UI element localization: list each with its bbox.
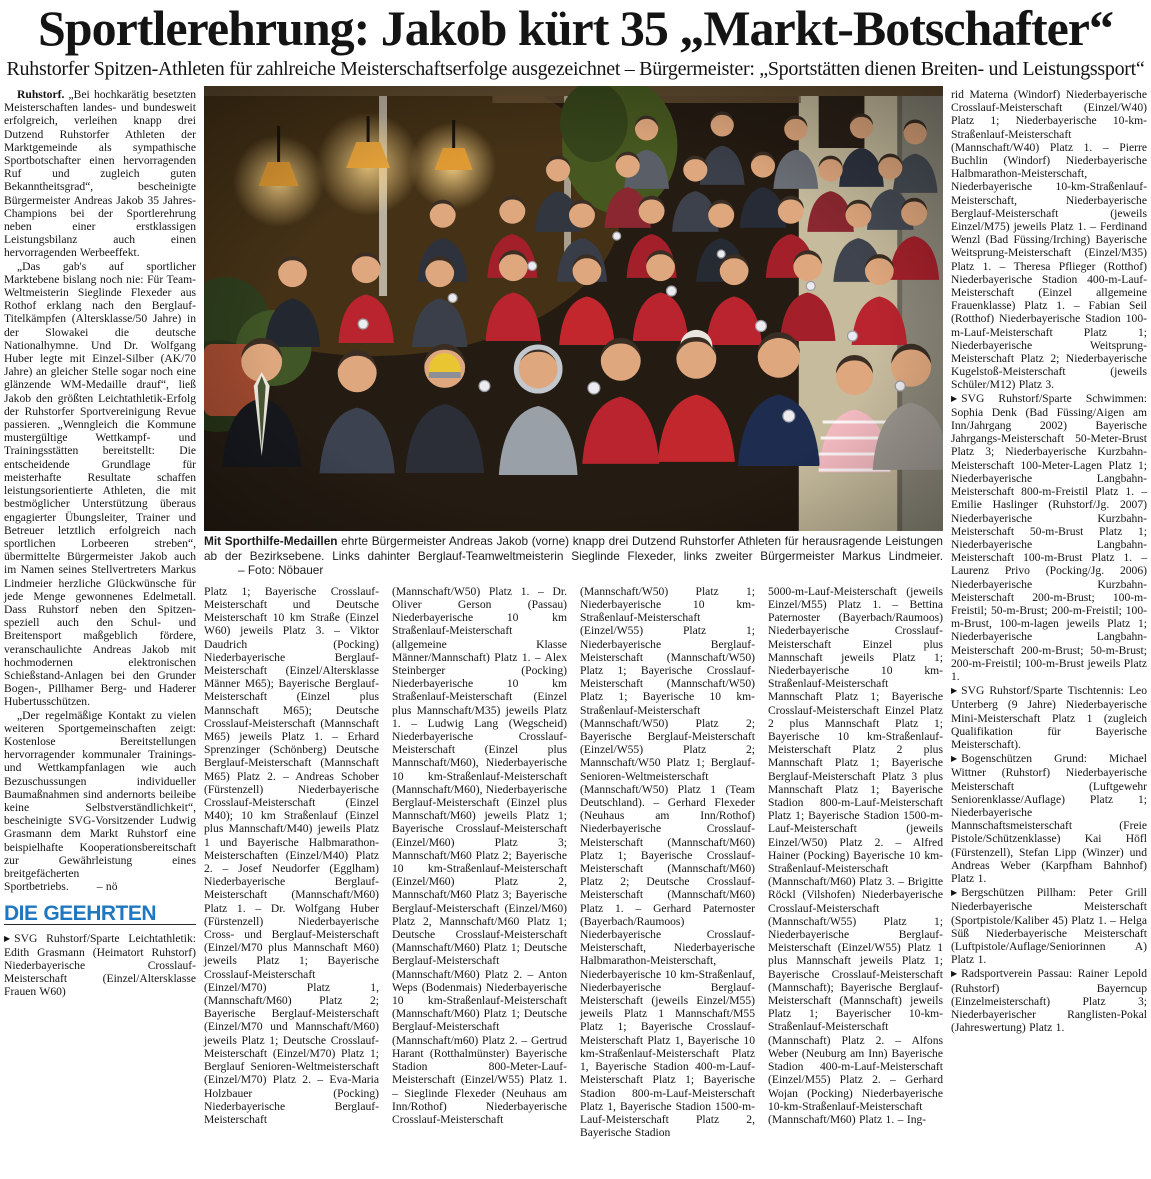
headline: Sportlerehrung: Jakob kürt 35 „Markt-Botschafter“ [38,0,1113,56]
photo-caption: Mit Sporthilfe-Medaillen ehrte Bürgermeister Andreas Jakob (vorne) knapp drei Dutzend Ruhstorfer Athleten für herausragende Leistungen ab der Bezirksebene. Links dahinter Berglauf-Teamweltmeisterin Sieglinde Flexeder, links zweiter Bürgermeister Markus Lindmeier.– Foto: Nöbauer [204,534,943,578]
honored-entry-radsportverein: ▶ Radsportverein Passau: Rainer Lepold (Ruhstorf) Bayerncup (Einzelmeisterschaft) Platz 3; Niederbayerischer Ranglisten-Pokal (Jahreswertung) Platz 1. [951,967,1147,1035]
author-initials: – nö [96,880,118,894]
bottom-text-columns [204,585,943,1140]
group-photo-illustration [204,86,943,531]
continuation-text: rid Materna (Windorf) Niederbayerische Crosslauf-Meisterschaft (Einzel/W40) Platz 1; Niederbayerische 10-km-Straßenlauf-Meisterschaft (Mannschaft/W40) Platz 1. – Pierre Buchlin (Windorf) Niederbayerische Halbmarathon-Meisterschaft, Niederbayerische 10-km-Straßenlauf-Meisterschaft, Niederbayerische Berglauf-Meisterschaft (jeweils Einzel/M75) jeweils Platz 1. – Ferdinand Wenzl (Bad Füssing/Irching) Bayerische Weitsprung-Meisterschaft (Einzel/M35) Platz 1. – Theresa Pflieger (Rotthof) Niederbayerische Stadion 400-m-Lauf-Meisterschaft (Einzel allgemeine Frauenklasse) Platz 1. – Fabian Seil (Rotthof) Niederbayerische Stadion 100-m-Lauf-Meisterschaft Platz 1; Niederbayerische Weitsprung-Meisterschaft Platz 2; Niederbayerische Kugelstoß-Meisterschaft (jeweils Schüler/M12) Platz 3. [951,88,1147,392]
paragraph-quote: „Das gab's auf sportlicher Marktebene bislang noch nie: Für Team-Weltmeisterin Sieglinde Flexeder aus Rothof erklang nach den Berglauf-Titelkämpfen (Altersklasse/50 Jahre) in der Slowakei die deutsche Nationalhymne. Und Dr. Wolfgang Huber legte mit Einzel-Silber (AK/70 Jahre) an gleicher Stelle sogar noch eine glänzende WM-Medaille drauf“, ließ Jakob den größten Leichtathletik-Erfolg der Ruhstorfer Sportvereinigung Revue passieren. „Wenngleich die Kommune mustergültige Wettkampf- und Trainingsstätten bereitstellt: Die entscheidende Grundlage für meisterhafte Resultate schaffen leistungsorientierte Athleten, die mit bestmöglicher Unterstützung überaus engagierter Übungsleiter, Trainer und Betreuer letztlich erfolgreich nach sportlichen Lorbeeren streben“, übermittelte Bürgermeister Jakob auch im Namen seines Stellvertreters Markus Lindmeier herzliche Glückwünsche für jede Menge gewonnenes Edelmetall. Dass Ruhstorf neben den Spitzen- speziell auch den Schul- und Breitensport maßgeblich fördere, veranschaulichte Andreas Jakob mit hochmodernen elektronischen Schießstand-Anlagen bei den Grunder Bogen-, Pillhamer Berg- und Haderer Hubertusschützen. [4,259,196,709]
honored-entry-schwimmen: ▶ SVG Ruhstorf/Sparte Schwimmen: Sophia Denk (Bad Füssing/Aigen am Inn/Jahrgang 2002) Bayerische Jahrgangs-Meisterschaft 50-Meter-Brust Platz 3; Niederbayerische Kurzbahn-Meisterschaft 100-Meter-Lagen Platz 1; Niederbayerische Langbahn-Meisterschaft 800-m-Freistil Platz 1. – Emilie Haslinger (Ruhstorf/Jg. 2007) Niederbayerische Kurzbahn-Meisterschaft 50-m-Brust Platz 1; Niederbayerische Langbahn-Meisterschaft 100-m-Brust Platz 1. – Laurenz Privo (Pocking/Jg. 2006) Niederbayerische Kurzbahn-Meisterschaft 200-m-Brust; 100-m-Freistil; 50-m-Brust; 200-m-Freistil; 100-m-Brust, 100-m-lagen jeweils Platz 1; Niederbayerische Langbahn-Meisterschaft 200-m-Brust; 50-m-Brust; 200-m-Freistil; 100-m-Brust jeweils Platz 1. [951,391,1147,683]
caption-lead: Mit Sporthilfe-Medaillen [204,534,338,548]
paragraph-closing: „Der regelmäßige Kontakt zu vielen weiteren Sportgemeinschaften zeigt: Kostenlose Bereitstellungen hervorragender kommunaler Trainings- und Wettkampfanlagen wie auch Bezuschussungen individueller Baumaßnahmen sind andernorts beileibe keine Selbstverständlichkeit“, bescheinigte SVG-Vorsitzender Ludwig Grasmann dem Markt Ruhstorf eine beispielhafte Kooperationsbereitschaft zur Gewährleistung eines breitgefächerten Sportbetriebs. – nö [4,708,196,894]
article-body [0,86,1151,1139]
section-heading-die-geehrten: DIE GEEHRTEN [4,907,196,924]
right-column [951,86,1147,1139]
honored-entry-bogenschuetzen: ▶ Bogenschützen Grund: Michael Wittner (Ruhstorf) Niederbayerische Meisterschaft (Luftgewehr Seniorenklasse/Auflage) Platz 1; Niederbayerische Mannschaftsmeisterschaft (Freie Pistole/Schützenklasse) Kai Höfl (Fürstenzell), Stefan Lipp (Winzer) und Andreas Weber (Karpfham Bahnhof) Platz 1. [951,752,1147,885]
bullet-arrow-icon: ▶ [951,686,958,696]
bullet-arrow-icon: ▶ [951,969,958,979]
left-column [4,86,196,1139]
text-column-3: (Mannschaft/W50) Platz 1; Niederbayerische 10 km-Straßenlauf-Meisterschaft (Einzel/W55) Platz 1; Niederbayerische Berglauf-Meisterschaft (Mannschaft/W50) Platz 1; Bayerische Crosslauf-Meisterschaft (Mannschaft/W50) Platz 1; Bayerische 10 km-Straßenlauf-Meisterschaft (Mannschaft/W50) Platz 2; Bayerische Berglauf-Meisterschaft (Einzel/W55) Platz 2; Mannschaft/W50 Platz 1; Berglauf-Senioren-Weltmeisterschaft (Mannschaft/W50) Platz 1 (Team Deutschland). – Gerhard Flexeder (Neuhaus am Inn/Rothof) Niederbayerische Crosslauf-Meisterschaft (Mannschaft/M60) Platz 1; Bayerische Crosslauf-Meisterschaft (Mannschaft/M60) Platz 2; Deutsche Crosslauf-Meisterschaft (Mannschaft/M60) Platz 1. – Gerhard Paternoster (Bayerbach/Raumoos) Niederbayerische Crosslauf-Meisterschaft, Niederbayerische Halbmarathon-Meisterschaft, Niederbayerische 10 km-Straßenlauf, Niederbayerische Berglauf-Meisterschaft (jeweils Einzel/M55) jeweils Platz 1 Mannschaft/M55 Platz 1; Bayerische Crosslauf-Meisterschaft Platz 1, Bayerische 10 km-Straßenlauf-Meisterschaft Platz 1, Bayerische Stadion 400-m-Lauf-Meisterschaft Platz 1; Bayerische Stadion 800-m-Lauf-Meisterschaft Platz 1, Bayerische Stadion 1500-m-Lauf-Meisterschaft Platz 2, Bayerische Stadion [580,584,755,1140]
subheadline: Ruhstorfer Spitzen-Athleten für zahlreiche Meisterschaftserfolge ausgezeichnet – Bürgermeister: „Sportstätten dienen Breiten- und Leistungssport“ [6,58,1145,80]
group-photo [204,86,943,583]
paragraph-intro: Ruhstorf. „Bei hochkarätig besetzten Meisterschaften landes- und bundesweit erfolgreich, verleihen knapp drei Dutzend Ruhstorfer Athleten der Marktgemeinde als sympathische Sportbotschafter einen hervorragenden Ruf und zugleich guten Bekanntheitsgrad“, bescheinigte Bürgermeister Andreas Jakob 35 Jahres-Champions bei der Sportlerehrung neben einer erstklassigen Leistungsbilanz auch einen hervorragenden Werbeeffekt. [4,88,196,260]
bullet-arrow-icon: ▶ [951,754,958,764]
bullet-arrow-icon: ▶ [4,933,11,943]
honored-entry-tischtennis: ▶ SVG Ruhstorf/Sparte Tischtennis: Leo Unterberg (9 Jahre) Niederbayerische Mini-Meisterschaft Platz 1 (zugleich Qualifikation für Bayerische Meisterschaft). [951,684,1147,751]
photo-credit: – Foto: Nöbauer [238,563,324,578]
dateline: Ruhstorf. [17,88,65,101]
bullet-arrow-icon: ▶ [951,888,958,898]
text-column-4: 5000-m-Lauf-Meisterschaft (jeweils Einzel/M55) Platz 1. – Bettina Paternoster (Bayerbach/Raumoos) Niederbayerische Crosslauf-Meisterschaft Einzel plus Mannschaft jeweils Platz 1; Niederbayerische 10 km-Straßenlauf-Meisterschaft Mannschaft Platz 1; Bayerische Crosslauf-Meisterschaft Einzel Platz 2 plus Mannschaft Platz 1; Bayerische 10 km-Straßenlauf-Meisterschaft Platz 2 plus Mannschaft Platz 1; Bayerische Berglauf-Meisterschaft Platz 3 plus Mannschaft Platz 1; Bayerische Stadion 800-m-Lauf-Meisterschaft Platz 1; Bayerische Stadion 1500-m-Lauf-Meisterschaft (jeweils Einzel/W50) Platz 2. – Alfred Hainer (Pocking) Bayerische 10 km-Straßenlauf-Meisterschaft (Mannschaft/M60) Platz 3. – Brigitte Röckl (Vilshofen) Niederbayerische Crosslauf-Meisterschaft (Mannschaft/W55) Platz 1; Niederbayerische Berglauf-Meisterschaft (Einzel/W55) Platz 1 plus Mannschaft jeweils Platz 1; Bayerische Crosslauf-Meisterschaft (Mannschaft); Bayerische Berglauf-Meisterschaft (Mannschaft) jeweils Platz 1; Bayerischer 10-km-Straßenlauf-Meisterschaft (Mannschaft) Platz 2. – Alfons Weber (Neuburg am Inn) Bayerische Stadion 400-m-Lauf-Meisterschaft (Einzel/M55) Platz 2. – Gerhard Wojan (Pocking) Niederbayerische 10-km-Straßenlauf-Meisterschaft (Mannschaft/M60) Platz 1. – Ing- [768,584,943,1126]
text-column-1: Platz 1; Bayerische Crosslauf-Meisterschaft und Deutsche Meisterschaft 10 km Straße (Einzel W60) jeweils Platz 3. – Viktor Daudrich (Pocking) Niederbayerische Berglauf-Meisterschaft (Einzel/Altersklasse Männer M65); Bayerische Berglauf-Meisterschaft (Einzel plus Mannschaft M65); Deutsche Crosslauf-Meisterschaft (Mannschaft M65) jeweils Platz 1. – Erhard Sprenzinger (Schönberg) Deutsche Berglauf-Meisterschaft (Mannschaft M65) Platz 2. – Andreas Schober (Fürstenzell) Niederbayerische Crosslauf-Meisterschaft (Einzel M40); 10 km Straßenlauf (Einzel plus Mannschaft/M40) jeweils Platz 1 und Bayerische Halbmarathon-Meisterschaften (Einzel/M40) Platz 2. – Josef Neudorfer (Egglham) Niederbayerische Berglauf-Meisterschaft (Mannschaft/M60) Platz 1. – Dr. Wolfgang Huber (Fürstenzell) Niederbayerische Cross- und Berglauf-Meisterschaft (Einzel/M70 plus Mannschaft M60) jeweils Platz 1; Bayerische Crosslauf-Meisterschaft (Einzel/M70) Platz 1, (Mannschaft/M60) Platz 2; Bayerische Berglauf-Meisterschaft (Einzel/M70 und Mannschaft/M60) jeweils Platz 1; Deutsche Crosslauf-Meisterschaft (Einzel/M70) Platz 1; Berglauf Senioren-Weltmeisterschaft (Einzel/M70) Platz 2. – Eva-Maria Holzbauer (Pocking) Niederbayerische Berglauf-Meisterschaft [204,584,379,1126]
text-column-2: (Mannschaft/W50) Platz 1. – Dr. Oliver Gerson (Passau) Niederbayerische 10 km Straßenlauf-Meisterschaft (allgemeine Klasse Männer/Mannschaft) Platz 1. – Alex Steinberger (Pocking) Niederbayerische 10 km Straßenlauf-Meisterschaft (Einzel plus Mannschaft/M35) jeweils Platz 1. – Ludwig Lang (Wegscheid) Niederbayerische Crosslauf-Meisterschaft (Einzel plus Mannschaft/M60), Niederbayerische 10 km-Straßenlauf-Meisterschaft (Mannschaft/M60), Niederbayerische Berglauf-Meisterschaft (Einzel plus Mannschaft/M60) jeweils Platz 1; Bayerische Crosslauf-Meisterschaft (Einzel/M60) Platz 3; Mannschaft/M60 Platz 2; Bayerische 10 km-Straßenlauf-Meisterschaft (Einzel/M60) Platz 2, Mannschaft/M60 Platz 3; Bayerische Berglauf-Meisterschaft (Einzel/M60) Platz 2, Mannschaft/M60 Platz 1; Deutsche Crosslauf-Meisterschaft (Mannschaft/M60) Platz 1; Deutsche Berglauf-Meisterschaft (Mannschaft/M60) Platz 2. – Anton Weps (Bodenmais) Niederbayerische 10 km-Straßenlauf-Meisterschaft (Mannschaft/M60) Platz 1; Deutsche Berglauf-Meisterschaft (Mannschaft/m60) Platz 2. – Gertrud Harant (Rotthalmünster) Bayerische Stadion 800-Meter-Lauf-Meisterschaft (Einzel/W55) Platz 1. – Sieglinde Flexeder (Neuhaus am Inn/Rothof) Niederbayerische Crosslauf-Meisterschaft [392,584,567,1126]
honored-entry-bergschuetzen: ▶ Bergschützen Pillham: Peter Grill Niederbayerische Meisterschaft (Sportpistole/Kaliber 45) Platz 1. – Helga Süß Niederbayerische Meisterschaft (Luftpistole/Auflage/Seniorinnen A) Platz 1. [951,886,1147,967]
masthead [0,0,1151,80]
bullet-arrow-icon: ▶ [951,393,958,403]
center-column [204,86,943,1139]
honored-entry-leichtathletik: ▶ SVG Ruhstorf/Sparte Leichtathletik: Edith Grasmann (Heimatort Ruhstorf) Niederbayerische Crosslauf-Meisterschaft (Einzel/Altersklasse Frauen W60) [4,931,196,999]
